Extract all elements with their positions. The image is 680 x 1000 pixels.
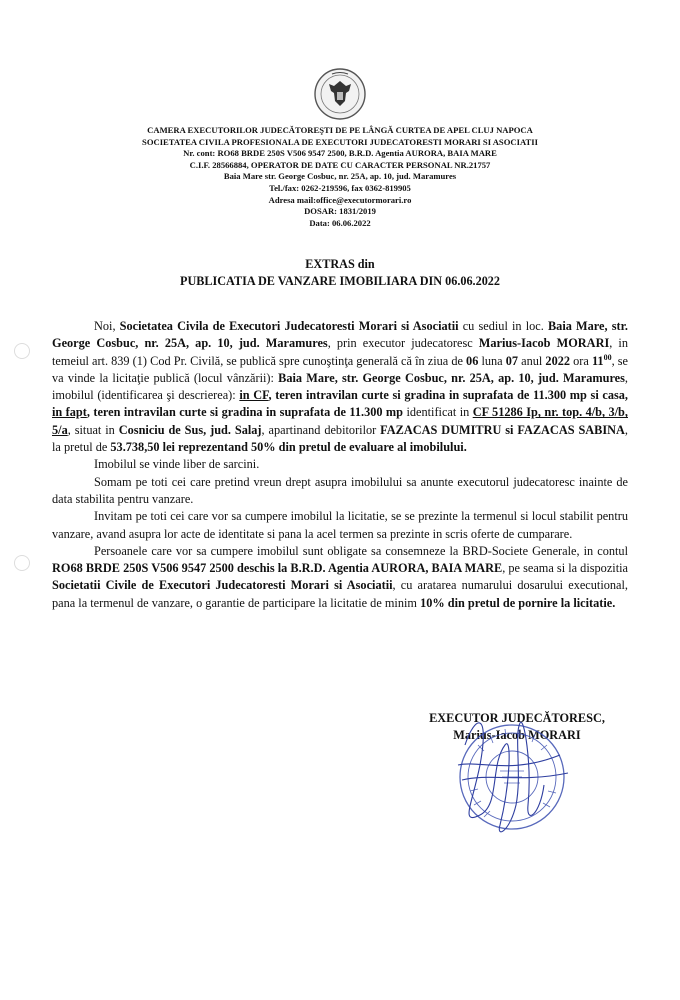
- bank-account: Nr. cont: RO68 BRDE 250S V506 9547 2500, B.R.D. Agentia AURORA, BAIA MARE: [183, 148, 497, 159]
- letterhead: [88, 125, 592, 229]
- chamber-name: CAMERA EXECUTORILOR JUDECĂTOREŞTI DE PE LÂNGĂ CURTEA DE APEL CLUJ NAPOCA: [147, 125, 533, 135]
- paragraph-invitation: Invitam pe toti cei care vor sa cumpere imobilul la licitatie, se se prezinte la termenul si locul stabilit pentru vanzare, avand asupra lor acte de identitate si pana la acel termen sa prezinte in scris oferte de cumparare.: [52, 509, 628, 541]
- margin-punch-mark: [14, 555, 30, 571]
- paragraph-guarantee: Persoanele care vor sa cumpere imobilul sunt obligate sa consemneze la BRD-Societe Generale, in contul RO68 BRDE 250S V506 9547 2500 deschis la B.R.D. Agentia AURORA, BAIA MARE, pe seama si la dispozitia Societatii Civile de Executori Judecatoresti Morari si Asociatii, cu aratarea numarului dosarului executional, pana la termenul de vanzare, o garantie de participare la licitatie de minim 10% din pretul de pornire la licitatie.: [52, 543, 628, 610]
- title-line-2: PUBLICATIA DE VANZARE IMOBILIARA DIN 06.06.2022: [180, 274, 500, 288]
- document-date: Data: 06.06.2022: [309, 217, 371, 228]
- document-title: [88, 256, 592, 290]
- signatory-name: Marius-Iacob MORARI: [453, 728, 581, 742]
- margin-punch-mark: [14, 343, 30, 359]
- signatory-title: EXECUTOR JUDECĂTORESC,: [429, 711, 605, 725]
- official-stamp-icon: [450, 705, 580, 840]
- email: Adresa mail:office@executormorari.ro: [268, 194, 412, 205]
- fiscal-code: C.I.F. 28566884, OPERATOR DE DATE CU CARACTER PERSONAL NR.21757: [189, 159, 491, 170]
- title-line-1: EXTRAS din: [305, 257, 375, 271]
- address: Baia Mare str. George Cosbuc, nr. 25A, ap. 10, jud. Maramures: [223, 171, 457, 182]
- phone-fax: Tel./fax: 0262-219596, fax 0362-819905: [269, 182, 411, 193]
- document-body: [52, 318, 628, 612]
- paragraph-announcement: Noi, Societatea Civila de Executori Judecatoresti Morari si Asociatii cu sediul in loc. Baia Mare, str. George Cosbuc, nr. 25A, ap. 10, jud. Maramures, prin executor judecatoresc Marius-Iacob MORARI, in temeiul art. 839 (1) Cod Pr. Civilă, se publică spre cunoştinţa generală că în ziua de 06 luna 07 anul 2022 ora $11^{00}$, se va vinde la licitaţie publică (locul vânzării): Baia Mare, str. George Cosbuc, nr. 25A, ap. 10, jud. Maramures, imobilul (identificarea şi descrierea): in CF, teren intravilan curte si gradina in suprafata de 11.300 mp si casa, in fapt, teren intravilan curte si gradina in suprafata de 11.300 mp identificat in CF 51286 Ip, nr. top. 4/b, 3/b, 5/a, situat in Cosniciu de Sus, jud. Salaj, apartinand debitorilor FAZACAS DUMITRU si FAZACAS SABINA, la pretul de 53.738,50 lei reprezentand 50% din pretul de evaluare al imobilului.: [52, 319, 628, 455]
- case-number: DOSAR: 1831/2019: [304, 206, 376, 217]
- paragraph-encumbrances: Imobilul se vinde liber de sarcini.: [94, 457, 260, 472]
- company-name: SOCIETATEA CIVILA PROFESIONALA DE EXECUTORI JUDECATORESTI MORARI SI ASOCIATII: [142, 136, 538, 147]
- coat-of-arms-seal-icon: [314, 68, 366, 120]
- paragraph-summons: Somam pe toti cei care pretind vreun drept asupra imobilului sa anunte executorul judecatoresc inainte de data stabilita pentru vanzare.: [52, 474, 628, 506]
